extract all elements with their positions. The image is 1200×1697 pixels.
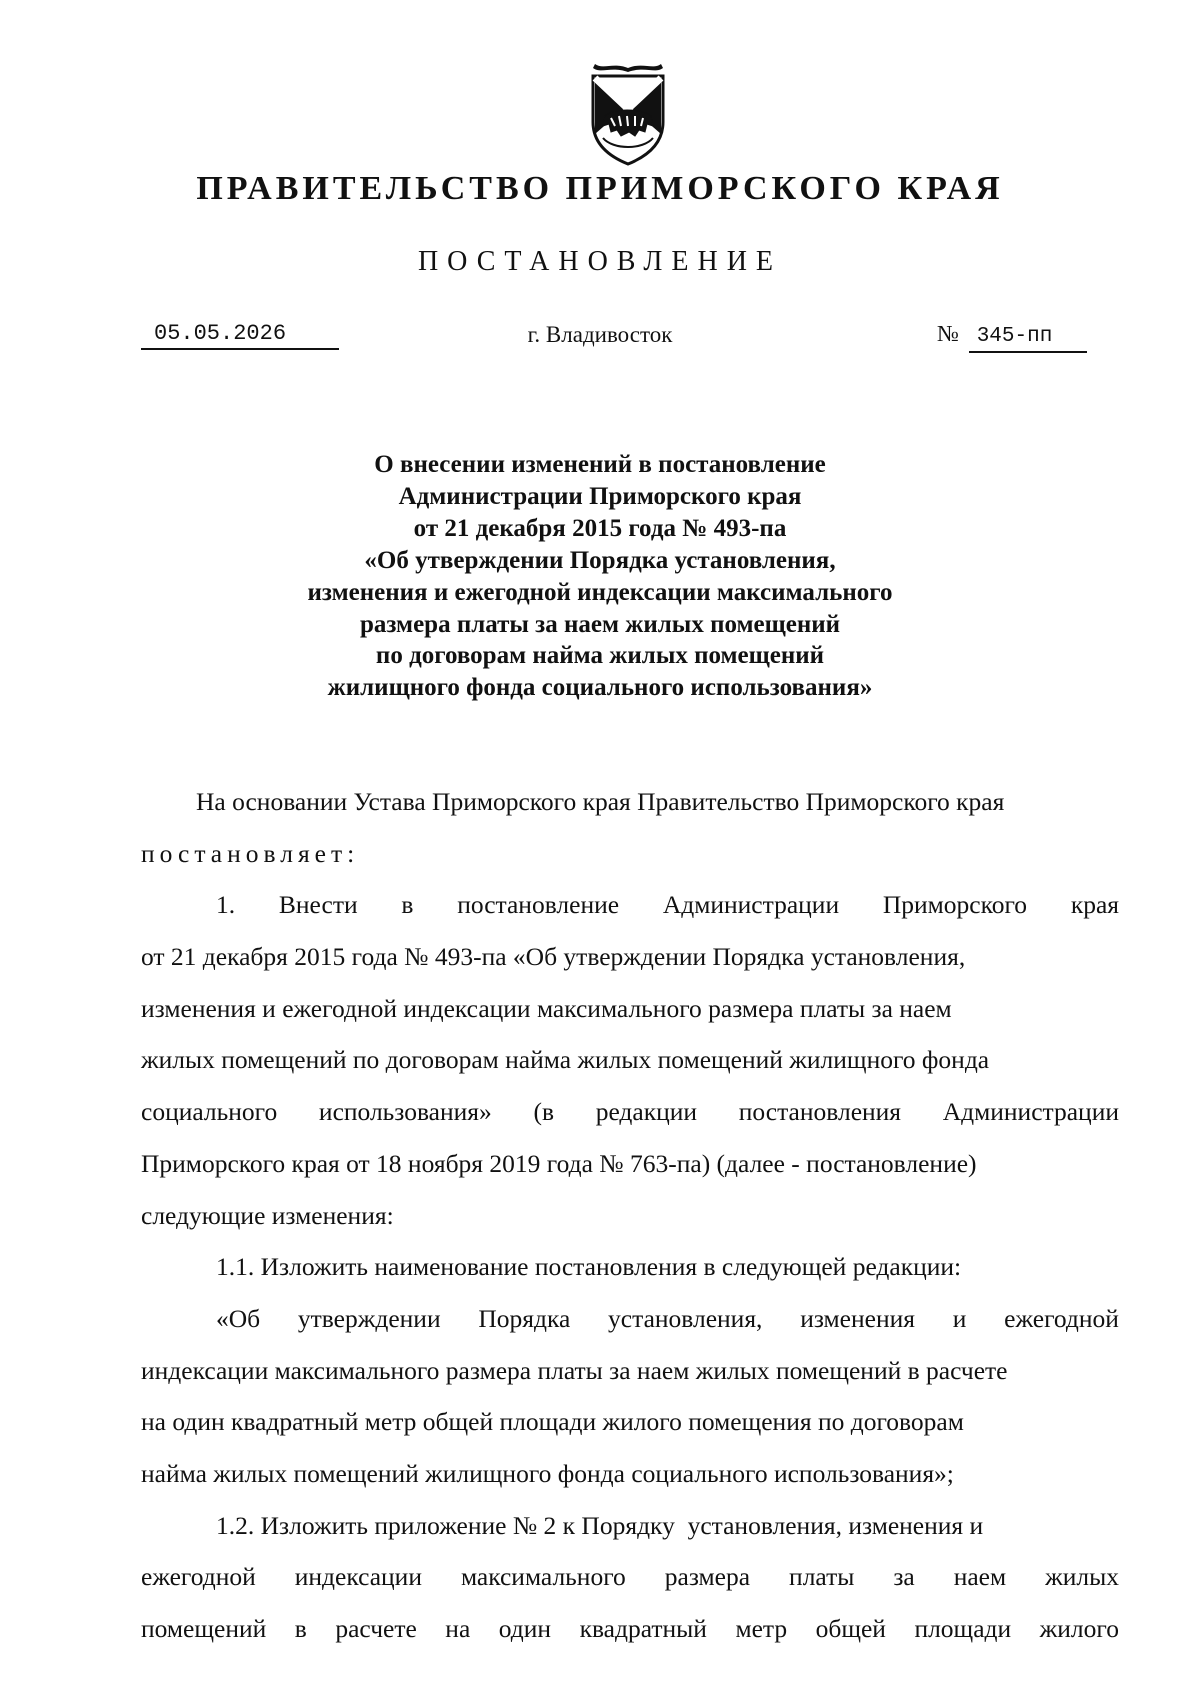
heading-line: «Об утверждении Порядка установления,	[364, 546, 836, 574]
item-1-line	[141, 879, 1119, 931]
word: расчете	[335, 1614, 417, 1643]
word: за	[893, 1562, 915, 1592]
document-type: ПОСТАНОВЛЕНИЕ	[417, 246, 783, 277]
word: жилого	[1039, 1614, 1119, 1643]
heading-line: О внесении изменений в постановление	[374, 451, 826, 478]
item-1-2-line: 1.2. Изложить приложение № 2 к Порядку установления, изменения и	[216, 1510, 984, 1540]
word: ежегодной	[141, 1562, 256, 1592]
document-number: 345-пп	[969, 323, 1087, 353]
word: Администрации	[942, 1097, 1119, 1127]
preamble-line: На основании Устава Приморского края Правительство Приморского края	[196, 787, 1005, 816]
word: размера	[664, 1562, 751, 1592]
word: (в	[533, 1097, 555, 1127]
word: в	[294, 1614, 307, 1643]
preamble-decree-word: постановляет:	[141, 838, 360, 868]
word: Администрации	[662, 890, 840, 920]
word: помещений	[141, 1614, 267, 1643]
item-1-1-line: найма жилых помещений жилищного фонда социального использования»;	[141, 1458, 954, 1488]
word: утверждении	[297, 1303, 441, 1333]
word: изменения	[800, 1303, 915, 1333]
item-1-line: следующие изменения:	[141, 1200, 394, 1230]
word: Внести	[278, 890, 358, 920]
word: и	[952, 1303, 967, 1333]
word: квадратный	[579, 1614, 707, 1643]
heading-line: жилищного фонда социального использования»	[327, 674, 873, 702]
word: наем	[953, 1562, 1007, 1592]
document-date: 05.05.2026	[141, 320, 339, 350]
government-title: ПРАВИТЕЛЬСТВО ПРИМОРСКОГО КРАЯ	[196, 170, 1004, 207]
word: максимального	[460, 1562, 626, 1592]
item-1-line: изменения и ежегодной индексации максимального размера платы за наем	[141, 993, 952, 1023]
heading-line: размера платы за наем жилых помещений	[359, 610, 841, 638]
document-city: г. Владивосток	[527, 322, 673, 347]
item-1-line: жилых помещений по договорам найма жилых помещений жилищного фонда	[141, 1045, 990, 1075]
word: платы	[789, 1562, 855, 1592]
item-1-2-line	[141, 1551, 1119, 1603]
number-sign: №	[937, 321, 959, 346]
word: социального	[141, 1097, 278, 1127]
word: края	[1070, 890, 1119, 920]
word: метр	[735, 1614, 788, 1643]
word: Порядка	[478, 1303, 571, 1333]
word: на	[445, 1614, 471, 1643]
word: площади	[914, 1614, 1012, 1643]
word: один	[498, 1614, 552, 1643]
word: постановления	[738, 1097, 902, 1127]
item-1-line: Приморского края от 18 ноября 2019 года № 763-па) (далее - постановление)	[141, 1148, 977, 1178]
item-1-1-line: на один квадратный метр общей площади жилого помещения по договорам	[141, 1407, 964, 1437]
item-1-line: от 21 декабря 2015 года № 493-па «Об утверждении Порядка установления,	[141, 942, 966, 972]
item-1-line	[141, 1086, 1119, 1138]
heading-line: Администрации Приморского края	[398, 482, 802, 510]
item-1-1-line: индексации максимального размера платы за наем жилых помещений в расчете	[141, 1355, 1008, 1385]
word: использования»	[318, 1097, 492, 1127]
word: в	[401, 890, 414, 920]
word: установления,	[608, 1303, 763, 1333]
heading-line: по договорам найма жилых помещений	[375, 642, 825, 670]
heading-line: изменения и ежегодной индексации максимального	[307, 578, 893, 606]
word: жилых	[1045, 1562, 1119, 1592]
word: постановление	[457, 890, 620, 920]
heading-line: от 21 декабря 2015 года № 493-па	[413, 514, 787, 542]
item-1-2-line	[141, 1603, 1119, 1655]
coat-of-arms-icon	[583, 54, 673, 166]
document-body	[141, 776, 1119, 1655]
document-number-field	[937, 320, 1087, 353]
item-1-1-line: 1.1. Изложить наименование постановления в следующей редакции:	[216, 1252, 962, 1282]
word: «Об	[216, 1303, 261, 1333]
item-1-1-line	[141, 1293, 1119, 1345]
document-heading	[0, 449, 1200, 704]
word: Приморского	[882, 890, 1028, 920]
word: редакции	[595, 1097, 698, 1127]
word: общей	[815, 1614, 886, 1643]
word: ежегодной	[1004, 1303, 1119, 1333]
word: 1.	[216, 890, 236, 920]
word: индексации	[294, 1562, 422, 1592]
